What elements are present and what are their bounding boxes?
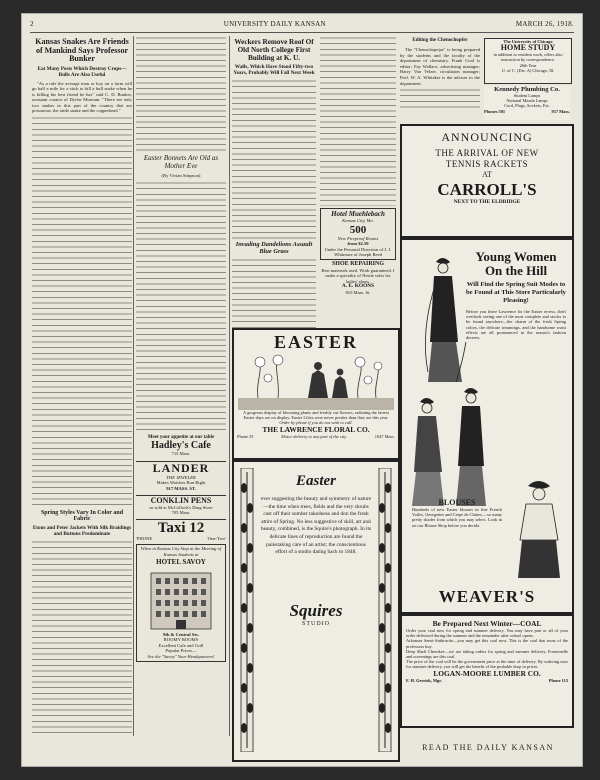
coal-headline: Be Prepared Next Winter—COAL [432,619,542,628]
masthead [30,20,574,33]
savoy-name: HOTEL SAVOY [156,557,206,566]
carrolls-ad [400,124,574,238]
floral-delivery: Motor delivery to any part of the city. [281,433,348,439]
floral-phone: Phone 35 [237,433,254,439]
shoe-name: A. E. KOONS [341,283,375,290]
blouse-figure-illustration [514,480,564,580]
savoy-cafe: Excellent Cafe and Grill [158,642,204,648]
carrolls-line1: THE ARRIVAL OF NEW [435,148,539,158]
lander-name: LANDER [152,460,210,475]
coal-phone: Phone 113 [548,677,568,683]
squires-body: ever suggesting the beauty and symmetry of nature—the time when trees, fields and the very shrubs cast off their somber takedness and don the fresh attire of Spring. No less suggestive of skill, art and beauty, combined, is the Squire's photograph. In its delicate lines of reproduction are found the painstaking care of an artist; the conscientious effort of a studio dating back to 1848. [260,496,372,556]
home-study-year: 26th Year [519,62,537,68]
muehlebach-manager: Under the Personal Direction of J. J. Whitmore of Joseph Reed [324,246,392,258]
hadleys-address: 715 Mass. [171,451,191,457]
column-rule [229,36,230,736]
dandelions-body [232,258,316,338]
lawrence-floral-ad [232,328,400,460]
home-study-ad [484,38,572,84]
logan-moore-coal-ad [400,614,574,728]
footer-tagline: READ THE DAILY KANSAN [422,743,554,752]
page-number: 2 [30,20,34,28]
kennedy-phone: Phones 501 [484,108,506,114]
floral-address: 1047 Mass. [374,433,395,439]
column-2 [136,36,226,736]
masthead-title: UNIVERSITY DAILY KANSAN [223,20,326,28]
weavers-subhead: Will Find the Spring Suit Modes to be Found at This Store Particularly Pleasing! [466,281,566,304]
taxi-phone-label: 'PHONE [136,535,153,541]
chemistry-notice [400,36,480,120]
coal-line2: Arkansas Semi-Anthracite—you may get this coal now. This is the coal that most of the professors buy. [406,638,568,649]
kennedy-line2: National Mazda Lamps [506,98,548,104]
spring-styles-body [32,540,132,736]
kennedy-line1: Student Lamps [513,93,541,98]
home-study-body: in addition to resident work, offers also instruction by correspondence. [493,52,563,63]
fashion-figures-illustration [406,252,486,512]
masthead-date: MARCH 26, 1918. [515,20,574,28]
weavers-headline: Young Women On the Hill [475,249,557,278]
savoy-headquarters: See the "Savoy" Your Headquarters! [147,653,215,659]
weavers-ad [400,238,574,614]
taxi-fare: 'One-Two' [207,535,226,541]
conklin-line: as sold at McColloch's Drug Store [149,504,213,510]
hotel-building-illustration [141,567,221,631]
muehlebach-name: Hotel Muehlebach [331,210,385,218]
taxi-word: Taxi [157,519,186,536]
kennedy-line3: Cord, Plugs, Sockets, Etc. [504,103,550,109]
north-college-headline: Weckers Remove Roof Of Old North College First Building at K. U. [234,38,314,62]
hadleys-name: Hadley's Cafe [151,440,211,452]
chemistry-notice-more [400,88,480,112]
north-college-subhead: Walls, Which Have Stood Fifty-two Years, Probably Will Fall Next Week [233,64,315,76]
continued-text [136,36,226,152]
spring-styles-subhead: Etons and Peter Jackets With Silk Braidings and Buttons Predominate [32,525,132,538]
carrolls-name: CARROLL'S [437,180,537,199]
carrolls-subtitle: NEXT TO THE ELDRIDGE [453,199,521,205]
bonnets-byline: (By Vivian Simpson) [161,173,201,178]
coal-company: LOGAN-MOORE LUMBER CO. [433,668,541,678]
muehlebach-line: New Fireproof Rooms [337,235,379,241]
squires-studio-label: STUDIO [302,620,330,627]
floral-caption: A gorgeous display of blooming plants and freshly cut flowers, radiating the fairest Easter days are on display. Easter Lilies were never prettier than they are this year. [243,410,389,421]
snakes-lead: "As a rule the average man or boy on a farm will go half a mile for a stick to kill a bull snake when he is killing his best friend he has" said C. D. Bunker, assistant curator of Dyche Museum. "There are only two snakes in this part of the country that are poisonous, the rattle snake and the copperhead." [32,80,132,114]
chemistry-notice-body: The "Chenachopejas" is being prepared by the students and the faculty of the department of chemistry. Frank Cool is editor; Fay Wallace, advertising manager; Harry Van Velzer, circulation manager; Prof. W. A. Whitaker is the adviser in the department. [400,47,480,86]
home-study-address: U. of C. (Div. A) Chicago, Ill. [501,67,555,73]
savoy-intro: When in Kansas City Stop at the Meeting of Kansas Students at [140,546,222,557]
floral-order-line: Order by phone if you do not wish to call. [279,420,353,426]
lander-tagline: Makes Watches Run Right [156,480,206,486]
shoe-ad [320,262,396,296]
muehlebach-rate: from $2.50 [347,241,369,247]
column-rule [133,36,134,736]
home-study-big: HOME STUDY [500,43,556,53]
savoy-prices: Popular Prices— [165,648,197,654]
shoe-text: Best materials used. Work guaranteed. I make a specialty of Nestle soles for ladies' shoes. [321,267,395,284]
floral-title: EASTER [273,332,359,352]
shoe-address: 810 Mass. St. [345,289,371,295]
column-3 [232,36,316,346]
bonnets-body [136,181,226,431]
dandelions-headline: Invading Dandelions Assault Blue Grass [235,241,313,255]
snakes-subhead: Eat Many Pests Which Destroy Crops—Bulls Are Also Useful [37,65,127,78]
lander-subtitle: THE JEWELER [166,474,196,480]
blouses-body: Hundreds of new Easter blouses in fine French Voiles, Georgettes and Crepe de Chines,—so many pretty shades from which you may select. Look in on our Blouse Shop before you decide. [412,507,502,528]
column-1 [32,36,132,736]
squires-studio-ad [232,460,400,762]
left-floral-border [240,468,254,752]
conklin-address: 705 Mass. [171,510,191,516]
chemistry-notice-headline: Editing the Chenochopfer [412,38,468,43]
coal-line3: Deep Shaft Cherokee—we are taking orders for spring and summer delivery. Frontenelle and screenings are this coal. [406,648,568,660]
carrolls-line2: TENNIS RACKETS [445,159,529,169]
spring-styles-headline: Spring Styles Vary In Color and Fabric [40,510,124,523]
coal-line4: The price of the coal will be the government price at the time of delivery. By ordering now for summer delivery, you will get the benefit of the probable drop in prices. [406,659,568,670]
blouses-headline: BLOUSES [438,498,476,507]
lander-address: 917 MASS. ST. [166,485,196,491]
carrolls-announcing: ANNOUNCING [441,130,533,144]
snakes-body-text [32,116,132,508]
weavers-name: WEAVER'S [438,587,536,606]
easter-flowers-illustration [238,352,394,410]
kennedy-plumbing-ad [484,86,570,120]
savoy-rooms: ROOMY ROOMS [163,637,199,643]
bonnets-headline: Easter Bonnets Are Old as Mother Eve [143,154,219,170]
floral-name: THE LAWRENCE FLORAL CO. [262,424,370,434]
squires-title: Easter [295,473,336,489]
home-study-title: The University of Chicago [503,39,553,44]
savoy-address: 9th & Central Sts. [163,631,199,637]
continued-text [320,36,396,206]
muehlebach-city: Kansas City, Mo. [342,218,374,223]
coal-body: Order your coal now for spring and summer delivery. You may have part or all of your order delivered during the summer and the remainder after school opens. [406,628,568,639]
north-college-body [232,79,316,239]
right-floral-border [378,468,392,752]
kennedy-address: 937 Mass. [551,108,570,114]
column-4 [320,36,396,346]
hadleys-tagline: Meet your appetite at our table [147,434,215,440]
kennedy-name: Kennedy Plumbing Co. [494,86,560,93]
shoe-headline: SHOE REPAIRING [331,260,385,267]
muehlebach-ad [320,208,396,260]
weavers-body: Before you leave Lawrence for the Easter recess, don't overlook seeing one of the most complete and stocks to be found anywhere—the charm of the fresh Spring colors, the delicate trimmings, and the handsome waist effects are all pronounced in the season's fashion decrees. [466,309,566,341]
squires-name: Squires [289,600,343,620]
coal-manager: F. H. Gerrish, Mgr. [406,677,442,683]
carrolls-at: AT [482,170,492,179]
conklin-name: CONKLIN PENS [150,495,212,505]
muehlebach-rooms: 500 [349,223,367,236]
taxi-number: 12 [189,519,205,536]
newspaper-page [22,14,582,766]
snakes-headline: Kansas Snakes Are Friends of Mankind Says Professor Bunker [35,37,129,63]
